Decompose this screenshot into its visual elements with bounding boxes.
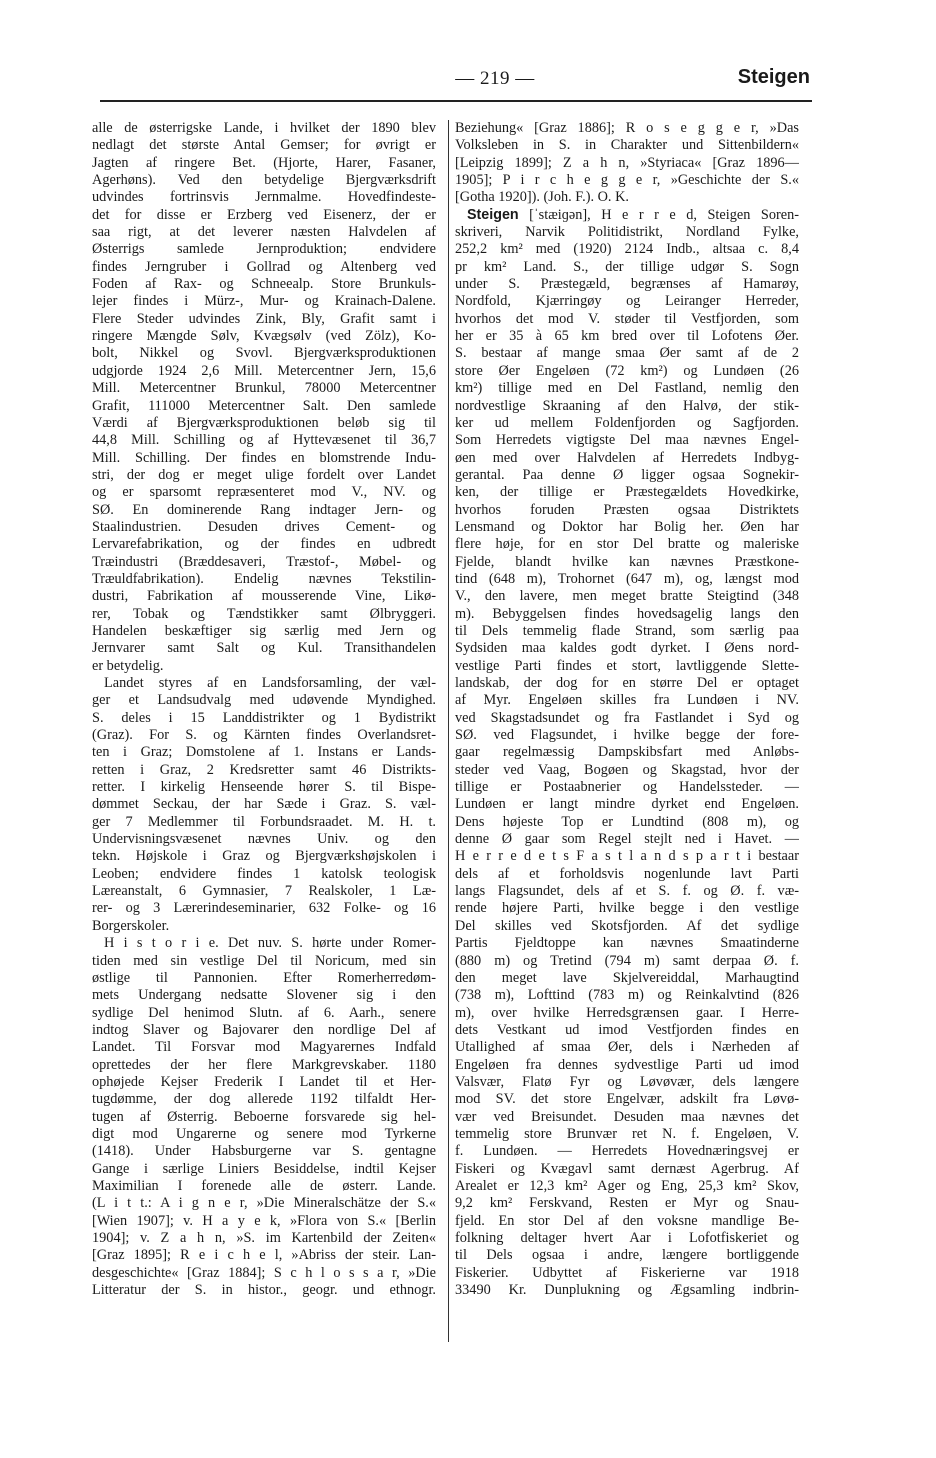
- text-line: indtog Slaver og Bajovarer den nordlige Del af: [92, 1021, 436, 1038]
- text-line: Flere Steder udvindes Zink, Bly, Grafit samt i: [92, 310, 436, 327]
- text-line: skriveri, Narvik Politidistrikt, Nordland Fylke,: [455, 224, 799, 241]
- text-line: gaar regelmæssig Dampskibsfart med Anløbs-: [455, 744, 799, 761]
- text-line: Engeløen fra dennes sydvestlige Parti ud imod: [455, 1056, 799, 1073]
- text-line: rende højere Parti, hvilke begge i den vestlige: [455, 900, 799, 917]
- text-line: 33490 Kr. Dunplukning og Ægsamling indbrin-: [455, 1282, 799, 1299]
- text-line: vær ved Breisundet. Desuden maa nævnes det: [455, 1108, 799, 1125]
- text-line: Værdi af Bjergværksproduktionen beløb sig til: [92, 414, 436, 431]
- text-line: Sydsiden maa kaldes godt dyrket. I Øens nord-: [455, 640, 799, 657]
- text-line: tiden med sin vestlige Del til Noricum, med sin: [92, 952, 436, 969]
- text-line: øen med over Halvdelen af Herredets Indbyg-: [455, 449, 799, 466]
- text-line: Arealet er 12,3 km² Ager og Eng, 25,3 km² Skov,: [455, 1177, 799, 1194]
- text-line: det for disse er Erzberg ved Eisenerz, der er: [92, 206, 436, 223]
- text-line: (738 m), Lofttind (783 m) og Reinkalvtind (826: [455, 987, 799, 1004]
- text-line: dets Vestkant ud imod Vestfjorden findes en: [455, 1021, 799, 1038]
- text-line: H e r r e d e t s F a s t l a n d s p a r t i bestaar: [455, 848, 799, 865]
- text-line: f. Lundøen. — Herredets Hovednæringsvej er: [455, 1143, 799, 1160]
- text-line: saa rigt, at det leverer næsten Halvdelen af: [92, 224, 436, 241]
- text-line: mets Undergang nedsatte Slovener sig i den: [92, 987, 436, 1004]
- text-line: fjeld. En stor Del af den voksne mandlige Be-: [455, 1212, 799, 1229]
- text-line: lejer findes i Mürz-, Mur- og Krainach-Dalene.: [92, 293, 436, 310]
- text-line: Lundøen er langt mindre dyrket end Engeløen.: [455, 796, 799, 813]
- text-line: udgjorde 1924 2,6 Mill. Metercentner Jern, 15,6: [92, 362, 436, 379]
- text-line: nordvestlige Skraaning af den Halvø, der stik-: [455, 397, 799, 414]
- text-line: Lervarefabrikation, og der findes en udbredt: [92, 536, 436, 553]
- text-line: Del skilles ved Skotsfjorden. Af det sydlige: [455, 917, 799, 934]
- text-line: Læreanstalt, 6 Gymnasier, 7 Realskoler, 1 Læ-: [92, 883, 436, 900]
- entry-headword: Steigen: [467, 206, 519, 223]
- text-line: ger 7 Medlemmer til Forbundsraadet. M. H. t.: [92, 813, 436, 830]
- text-line: temmelig store Brunvær ret N. f. Engeløen, V.: [455, 1125, 799, 1142]
- column-divider: [448, 120, 449, 1342]
- text-line: af Myr. Engeløen skilles fra Lundøen i NV.: [455, 692, 799, 709]
- text-line: Mill. Schilling. Der findes en blomstrende Indu-: [92, 449, 436, 466]
- text-line: oprettedes der her flere Markgrevskaber. 1180: [92, 1056, 436, 1073]
- text-line: til Dels temmelig flade Strand, som særlig paa: [455, 622, 799, 639]
- text-line: SØ. ved Flagsundet, i hvilke begge der fore-: [455, 727, 799, 744]
- text-line: m), over hvilke Herredsgrænsen gaar. I Herre-: [455, 1004, 799, 1021]
- text-line: ten i Graz; Domstolene af 1. Instans er Lands-: [92, 744, 436, 761]
- running-head: Steigen: [737, 66, 810, 88]
- text-line: her er 35 à 65 km bred over til Lofotens Øer.: [455, 328, 799, 345]
- text-line: V., den lavere, men meget bratte Steigtind (348: [455, 588, 799, 605]
- text-line: [Wien 1907]; v. H a y e k, »Flora von S.« [Berlin: [92, 1212, 436, 1229]
- text-line: Beziehung« [Graz 1886]; R o s e g g e r, »Das: [455, 120, 799, 136]
- text-line: km²) tillige med en Del Fastland, nemlig den: [455, 380, 799, 397]
- text-line: Staalindustrien. Desuden drives Cement- og: [92, 518, 436, 535]
- text-line: vestlige Parti findes et stort, lavtliggende Slette-: [455, 657, 799, 674]
- text-line: hvorhos det mod V. støder til Vestfjorden, som: [455, 310, 799, 327]
- text-line: tillige er Postaabnerier og Handelssteder. —: [455, 779, 799, 796]
- text-line: stri, der dog er meget ulige fordelt over Landet: [92, 466, 436, 483]
- text-line: S. deles i 15 Landdistrikter og 1 Bydistrikt: [92, 709, 436, 726]
- text-line: Grafit, 111000 Metercentner Salt. Den samlede: [92, 397, 436, 414]
- text-line: udvindes fortrinsvis Jernmalme. Hovedfindeste-: [92, 189, 436, 206]
- text-line: under S. Præstegæld, begrænses af Hamarøy,: [455, 276, 799, 293]
- text-line: tugdømme, der dog allerede 1192 tilfaldt Her-: [92, 1091, 436, 1108]
- text-line: folkning deltager hvert Aar i Lofotfiskeriet og: [455, 1230, 799, 1246]
- text-line: [Gotha 1920]). (Joh. F.). O. K.: [455, 189, 629, 206]
- text-line: hvorhos foruden Præsten ogsaa Distriktets: [455, 501, 799, 518]
- text-line: findes Jerngruber i Gollrad og Altenberg ved: [92, 258, 436, 275]
- text-line: og er sparsomt repræsenteret mod V., NV. og: [92, 484, 436, 501]
- left-column: [92, 120, 436, 1345]
- text-line: Valsvær, Flatø Fyr og Løvøvær, dels længere: [455, 1073, 799, 1090]
- text-line: flere høje, for en stor Del bratte og maleriske: [455, 536, 799, 553]
- text-line: Maximilian I forenede alle de østerr. Lande.: [92, 1177, 436, 1194]
- page-number: — 219 —: [455, 68, 535, 89]
- text-line: 1904]; v. Z a h n, »S. im Kartenbild der Zeiten«: [92, 1230, 436, 1246]
- text-line: ringere Mængde Sølv, Kvægsølv (ved Zölz), Ko-: [92, 328, 436, 345]
- text-line: m). Bebyggelsen findes hovedsagelig langs den: [455, 605, 799, 622]
- text-line: Fjelde, blandt hvilke kan nævnes Præstkone-: [455, 553, 799, 570]
- text-line: store Øer Engeløen (72 km²) og Lundøen (26: [455, 362, 799, 379]
- text-line: (1418). Under Habsburgerne var S. gentagne: [92, 1143, 436, 1160]
- text-line: Som Herredets vigtigste Del maa nævnes Engel-: [455, 432, 799, 449]
- text-line: Træuldfabrikation). Endelig nævnes Tekstilin-: [92, 570, 436, 587]
- text-line: S. bestaar af mange smaa Øer samt af de 2: [455, 345, 799, 362]
- text-line: 44,8 Mill. Schilling og af Hyttevæsenet til 36,7: [92, 432, 436, 449]
- text-line: ophøjede Kejser Frederik I Landet til et Her-: [92, 1073, 436, 1090]
- text-line: (L i t t.: A i g n e r, »Die Mineralschätze der S.«: [92, 1195, 436, 1212]
- text-line: Jagten af ringere Bet. (Hjorte, Harer, Fasaner,: [92, 154, 436, 171]
- text-line: Lensmand og Doktor har Bolig her. Øen har: [455, 518, 799, 535]
- text-line: rer- og 3 Lærerindeseminarier, 632 Folke- og 16: [92, 900, 436, 917]
- text-line: Fiskeri og Kvægavl samt dernæst Agerbrug. Af: [455, 1160, 799, 1177]
- text-line: retten i Graz, 2 Kredsretter samt 46 Distrikts-: [92, 761, 436, 778]
- text-line: Borgerskoler.: [92, 917, 170, 934]
- text-line: tugen af Østerrig. Beboerne forsvarede sig hel-: [92, 1108, 436, 1125]
- text-line: Foden af Rax- og Schneealp. Store Brunkuls-: [92, 276, 436, 293]
- text-line: Agerhøns). Ved den betydelige Bjergværksdrift: [92, 172, 436, 189]
- text-line: (Graz). For S. og Kärnten findes Overlandsret-: [92, 727, 436, 744]
- text-line: Østerrigs samlede Jernproduktion; endvidere: [92, 241, 436, 258]
- text-line: Litteratur der S. in histor., geogr. und ethnogr.: [92, 1282, 436, 1299]
- text-line: [455, 207, 799, 224]
- text-line: retter. I kirkelig Henseende hører S. til Bispe-: [92, 779, 436, 796]
- text-line: til Dels ogsaa i andre, længere bortliggende: [455, 1247, 799, 1264]
- text-line: steder ved Vaag, Bogøen og Skagstad, hvor der: [455, 761, 799, 778]
- text-line: Mill. Metercentner Brunkul, 78000 Metercentner: [92, 380, 436, 397]
- text-line: tekn. Højskole i Graz og Bjergværkshøjskolen i: [92, 848, 436, 865]
- text-line: langs Flagsundet, dels af et S. f. og Ø. f. væ-: [455, 883, 799, 900]
- text-line: tind (648 m), Trohornet (647 m), og, længst mod: [455, 570, 799, 587]
- text-line: nedlagt det største Antal Gemser; for øvrigt er: [92, 137, 436, 154]
- text-line: Handelen beskæftiger sig særlig med Jern og: [92, 622, 436, 639]
- text-line: Landet. Til Forsvar mod Magyarernes Indfald: [92, 1039, 436, 1056]
- text-line: SØ. En dominerende Rang indtager Jern- og: [92, 501, 436, 518]
- text-line-content: [ˈstæiɡən], H e r r e d, Steigen Soren-: [518, 206, 799, 223]
- text-line: dels af et forholdsvis nogenlunde lavt Parti: [455, 865, 799, 882]
- text-line: rer, Tobak og Tændstikker samt Ølbryggeri.: [92, 605, 436, 622]
- text-line: ken, der tillige er Præstegældets Hovedkirke,: [455, 484, 799, 501]
- text-line: dustri, Fabrikation af mousserende Vine, Likø-: [92, 588, 436, 605]
- text-line: Undervisningsvæsenet nævnes Univ. og den: [92, 831, 436, 848]
- text-line: Træindustri (Bræddesaveri, Træstof-, Møbel- og: [92, 553, 436, 570]
- text-line: 252,2 km² med (1920) 2124 Indb., altsaa c. 8,4: [455, 241, 799, 258]
- text-line: mod SV. det store Engelvær, adskilt fra Løvø-: [455, 1091, 799, 1108]
- text-line: 1905]; P i r c h e g g e r, »Geschichte der S.«: [455, 172, 799, 189]
- text-line: Leoben; endvidere findes 1 katolsk teologisk: [92, 865, 436, 882]
- text-line: Utallighed af smaa Øer, dels i Nærheden af: [455, 1039, 799, 1056]
- text-line: [Leipzig 1899]; Z a h n, »Styriaca« [Graz 1896—: [455, 154, 799, 171]
- text-line: alle de østerrigske Lande, i hvilket der 1890 blev: [92, 120, 436, 136]
- text-line: Landet styres af en Landsforsamling, der væl-: [104, 675, 436, 691]
- text-line: bolt, Nikkel og Svovl. Bjergværksproduktionen: [92, 345, 436, 362]
- text-line: ger et Landsudvalg med udøvende Myndighed.: [92, 692, 436, 709]
- right-column: [455, 120, 799, 1345]
- text-line: ker ud mellem Foldenfjorden og Sagfjorden.: [455, 414, 799, 431]
- header-rule: [100, 100, 812, 102]
- text-line: 9,2 km² Ferskvand, Resten er Myr og Snau-: [455, 1195, 799, 1212]
- text-line: desgeschichte« [Graz 1884]; S c h l o s s a r, »Die: [92, 1264, 436, 1281]
- text-line: sydlige Del henimod Slutn. af 6. Aarh., senere: [92, 1004, 436, 1021]
- text-line: landskab, der dog for en større Del er optaget: [455, 675, 799, 691]
- text-line: Jernvarer samt Salt og Kul. Transithandelen: [92, 640, 436, 657]
- text-line: østlige til Pannonien. Efter Romerherredøm-: [92, 969, 436, 986]
- text-line: digt mod Ungarerne og senere mod Tyrkerne: [92, 1125, 436, 1142]
- text-line: pr km² Land. S., der tillige udgør S. Sogn: [455, 258, 799, 275]
- text-line: er betydelig.: [92, 657, 164, 674]
- text-line: Fiskerier. Udbyttet af Fiskerierne var 1918: [455, 1264, 799, 1281]
- text-line: denne Ø gaar som Regel stejlt ned i Havet. —: [455, 831, 799, 848]
- text-line: dømmet Seckau, der har Sæde i Graz. S. væl-: [92, 796, 436, 813]
- text-line: [Graz 1895]; R e i c h e l, »Abriss der steir. Lan-: [92, 1247, 436, 1264]
- text-line: H i s t o r i e. Det nuv. S. hørte under Romer-: [104, 935, 436, 952]
- text-line: Volksleben in S. in Charakter und Sittenbildern«: [455, 137, 799, 154]
- text-line: Gange i særlige Liniers Besiddelse, indtil Kejser: [92, 1160, 436, 1177]
- text-line: ved Skagstadsundet og fra Fastlandet i Syd og: [455, 709, 799, 726]
- page-header: [100, 62, 810, 96]
- text-line: Partis Fjeldtoppe kan nævnes Smaatinderne: [455, 935, 799, 952]
- text-line: Dens højeste Top er Lundtind (808 m), og: [455, 813, 799, 830]
- text-line: gerantal. Paa denne Ø ligger ogsaa Sognekir-: [455, 466, 799, 483]
- text-line: (880 m) og Tretind (794 m) samt derpaa Ø. f.: [455, 952, 799, 969]
- text-line: den meget lave Skjelvereiddal, Marhaugtind: [455, 969, 799, 986]
- text-line: Nordfold, Kjærringøy og Leiranger Herreder,: [455, 293, 799, 310]
